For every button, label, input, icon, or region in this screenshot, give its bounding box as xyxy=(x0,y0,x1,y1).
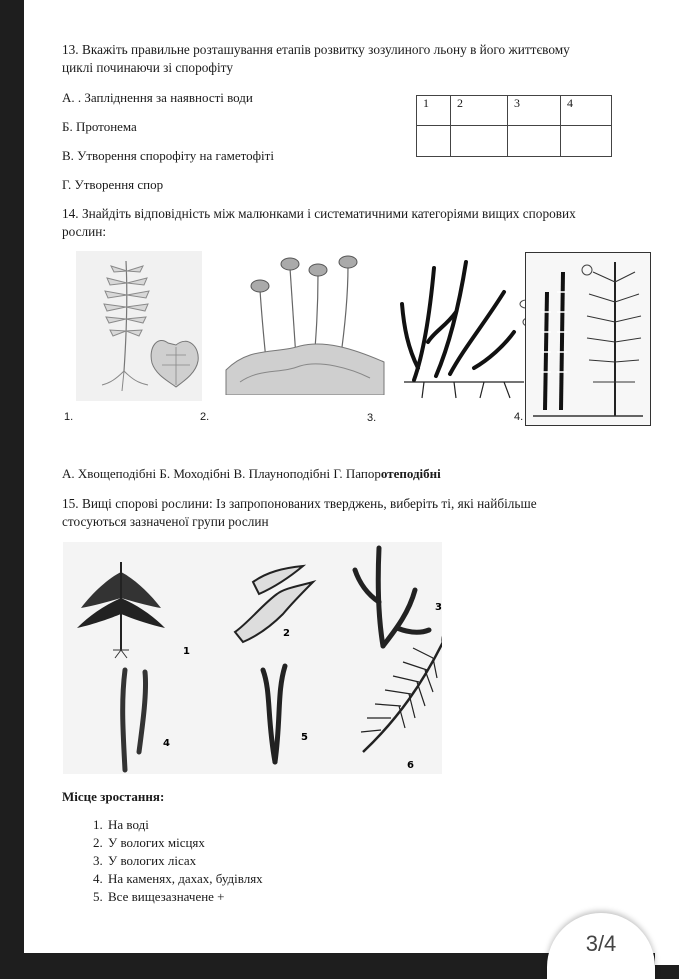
q14-figure-label: 2. xyxy=(200,411,210,423)
plant-number: 3 xyxy=(435,602,442,613)
q13-table-header: 3 xyxy=(508,96,561,126)
habitat-option: 4. На каменях, дахах, будівлях xyxy=(106,870,263,888)
plant-number: 2 xyxy=(283,628,290,639)
plant-number: 1 xyxy=(183,646,190,657)
q13-table-header: 4 xyxy=(561,96,612,126)
q14-title-line2: рослин: xyxy=(62,224,107,239)
q13-title-line2: циклі починаючи зі спорофіту xyxy=(62,60,233,75)
q14-figure-label: 1. xyxy=(64,411,74,423)
q13-option-d: Г. Утворення спор xyxy=(62,177,164,192)
q13-option-a: А. . Запліднення за наявності води xyxy=(62,90,253,105)
habitat-option: 3. У вологих лісах xyxy=(106,852,263,870)
q13-option-c: В. Утворення спорофіту на гаметофіті xyxy=(62,148,274,163)
habitat-option: 1. На воді xyxy=(106,816,263,834)
q15-title-line1: 15. Вищі спорові рослини: Із запропонованих тверджень, виберіть ті, які найбільше xyxy=(62,496,537,511)
fern-illustration xyxy=(76,251,202,401)
horsetail-illustration xyxy=(525,252,651,426)
q14-categories: А. Хвощеподібні Б. Моходібні В. Плауноподібні Г. Папоротеподібні xyxy=(62,466,441,481)
habitat-option: 2. У вологих місцях xyxy=(106,834,263,852)
plant-number: 4 xyxy=(163,738,170,749)
q13-table-cell[interactable] xyxy=(451,126,508,157)
q13-title-line1: 13. Вкажіть правильне розташування етапів розвитку зозулиного льону в його життєвому xyxy=(62,42,570,57)
page-corner xyxy=(655,920,679,965)
plant-number: 6 xyxy=(407,760,414,771)
q13-table-cell[interactable] xyxy=(508,126,561,157)
document-page xyxy=(24,0,679,953)
q13-answer-table xyxy=(416,95,612,157)
q13-table-cell[interactable] xyxy=(417,126,451,157)
habitat-options-list xyxy=(84,816,263,906)
q13-table-header: 2 xyxy=(451,96,508,126)
q14-figure-label: 3. xyxy=(367,412,377,424)
habitat-title: Місце зростання: xyxy=(62,789,165,804)
club-moss-illustration xyxy=(394,252,544,402)
moss-illustration xyxy=(220,250,390,395)
q13-table-header: 1 xyxy=(417,96,451,126)
plant-number: 5 xyxy=(301,732,308,743)
habitat-option: 5. Все вищезазначене + xyxy=(106,888,263,906)
q14-title-line1: 14. Знайдіть відповідність між малюнками і систематичними категоріями вищих спорових xyxy=(62,206,576,221)
plants-illustration xyxy=(63,542,442,774)
q13-table-cell[interactable] xyxy=(561,126,612,157)
q13-option-b: Б. Протонема xyxy=(62,119,137,134)
page-counter: 3/4 xyxy=(547,913,655,979)
q14-figure-label: 4. xyxy=(514,411,524,423)
q15-title-line2: стосуються зазначеної групи рослин xyxy=(62,514,269,529)
